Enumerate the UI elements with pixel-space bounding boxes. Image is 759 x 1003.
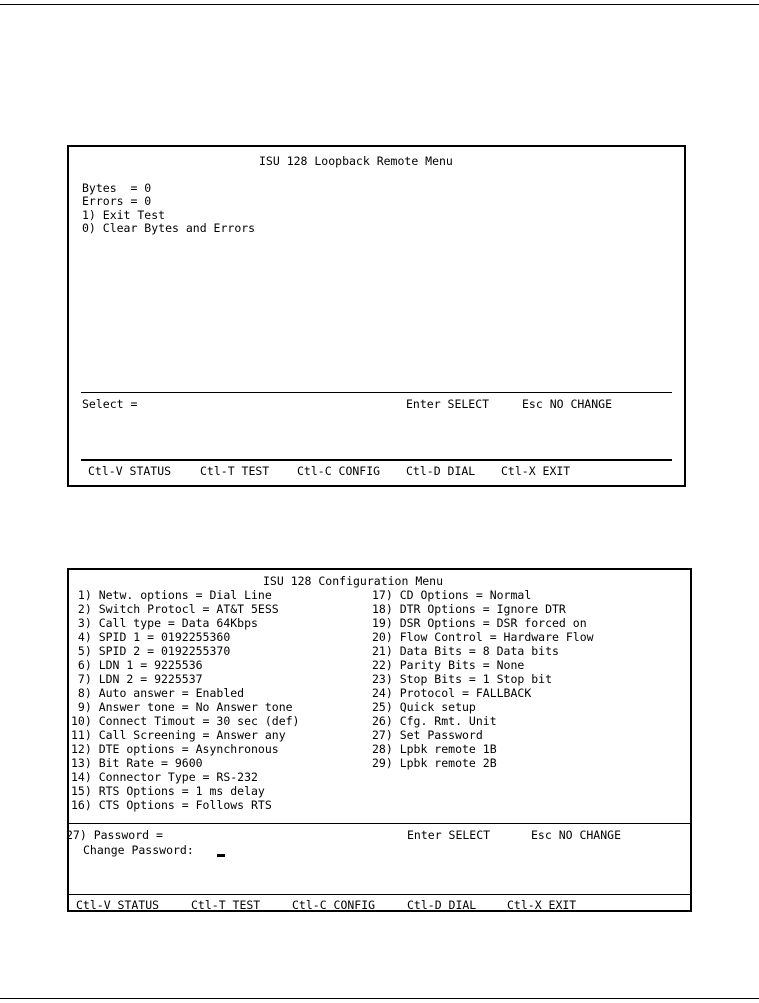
config-option[interactable]: 9) Answer tone = No Answer tone <box>71 700 293 714</box>
page-top-rule <box>0 4 759 5</box>
config-option[interactable]: 12) DTE options = Asynchronous <box>71 742 279 756</box>
fkey-test[interactable]: Ctl-T TEST <box>191 898 261 912</box>
config-option[interactable]: 13) Bit Rate = 9600 <box>71 756 203 770</box>
config-option[interactable]: 3) Call type = Data 64Kbps <box>71 616 258 630</box>
errors-counter: Errors = 0 <box>82 194 152 208</box>
config-option[interactable]: 27) Set Password <box>372 728 483 742</box>
function-key-divider <box>81 459 672 461</box>
fkey-exit[interactable]: Ctl-X EXIT <box>501 464 571 478</box>
change-password-label: Change Password: <box>83 843 194 857</box>
select-divider <box>81 392 672 393</box>
config-option[interactable]: 1) Netw. options = Dial Line <box>71 588 272 602</box>
fkey-dial[interactable]: Ctl-D DIAL <box>406 464 476 478</box>
config-option[interactable]: 14) Connector Type = RS-232 <box>71 770 258 784</box>
page-bottom-rule <box>0 998 759 999</box>
config-option[interactable]: 26) Cfg. Rmt. Unit <box>372 714 497 728</box>
config-option[interactable]: 19) DSR Options = DSR forced on <box>372 616 587 630</box>
esc-no-change-hint: Esc NO CHANGE <box>522 397 613 411</box>
fkey-config[interactable]: Ctl-C CONFIG <box>297 464 381 478</box>
config-menu-title: ISU 128 Configuration Menu <box>263 574 444 588</box>
select-prompt[interactable]: Select = <box>82 397 138 411</box>
config-option[interactable]: 6) LDN 1 = 9225536 <box>71 658 203 672</box>
config-option[interactable]: 10) Connect Timout = 30 sec (def) <box>71 714 300 728</box>
fkey-status[interactable]: Ctl-V STATUS <box>76 898 160 912</box>
config-option[interactable]: 22) Parity Bits = None <box>372 658 525 672</box>
password-input-cursor[interactable] <box>217 854 225 857</box>
esc-no-change-hint: Esc NO CHANGE <box>531 828 622 842</box>
config-option[interactable]: 29) Lpbk remote 2B <box>372 756 497 770</box>
config-option[interactable]: 25) Quick setup <box>372 700 476 714</box>
config-option[interactable]: 17) CD Options = Normal <box>372 588 532 602</box>
enter-select-hint: Enter SELECT <box>407 828 491 842</box>
function-key-divider <box>69 894 690 895</box>
fkey-test[interactable]: Ctl-T TEST <box>200 464 270 478</box>
config-menu-screen <box>67 568 692 912</box>
fkey-exit[interactable]: Ctl-X EXIT <box>507 898 577 912</box>
config-option[interactable]: 21) Data Bits = 8 Data bits <box>372 644 559 658</box>
menu-option-clear-bytes-errors[interactable]: 0) Clear Bytes and Errors <box>82 221 256 235</box>
fkey-dial[interactable]: Ctl-D DIAL <box>407 898 477 912</box>
config-option[interactable]: 24) Protocol = FALLBACK <box>372 686 532 700</box>
config-option[interactable]: 20) Flow Control = Hardware Flow <box>372 630 594 644</box>
loopback-menu-title: ISU 128 Loopback Remote Menu <box>259 154 453 168</box>
config-option[interactable]: 5) SPID 2 = 0192255370 <box>71 644 231 658</box>
bytes-counter: Bytes = 0 <box>82 181 152 195</box>
config-option[interactable]: 18) DTR Options = Ignore DTR <box>372 602 566 616</box>
config-option[interactable]: 16) CTS Options = Follows RTS <box>71 798 272 812</box>
config-option[interactable]: 2) Switch Protocl = AT&T 5ESS <box>71 602 279 616</box>
password-prompt: 27) Password = <box>66 828 163 842</box>
config-option[interactable]: 8) Auto answer = Enabled <box>71 686 245 700</box>
config-option[interactable]: 4) SPID 1 = 0192255360 <box>71 630 231 644</box>
loopback-menu-screen <box>67 145 686 487</box>
fkey-config[interactable]: Ctl-C CONFIG <box>292 898 376 912</box>
password-divider <box>69 823 690 824</box>
fkey-status[interactable]: Ctl-V STATUS <box>88 464 172 478</box>
enter-select-hint: Enter SELECT <box>406 397 490 411</box>
config-option[interactable]: 28) Lpbk remote 1B <box>372 742 497 756</box>
config-option[interactable]: 11) Call Screening = Answer any <box>71 728 286 742</box>
config-option[interactable]: 15) RTS Options = 1 ms delay <box>71 784 265 798</box>
config-option[interactable]: 7) LDN 2 = 9225537 <box>71 672 203 686</box>
menu-option-exit-test[interactable]: 1) Exit Test <box>82 208 166 222</box>
config-option[interactable]: 23) Stop Bits = 1 Stop bit <box>372 672 553 686</box>
